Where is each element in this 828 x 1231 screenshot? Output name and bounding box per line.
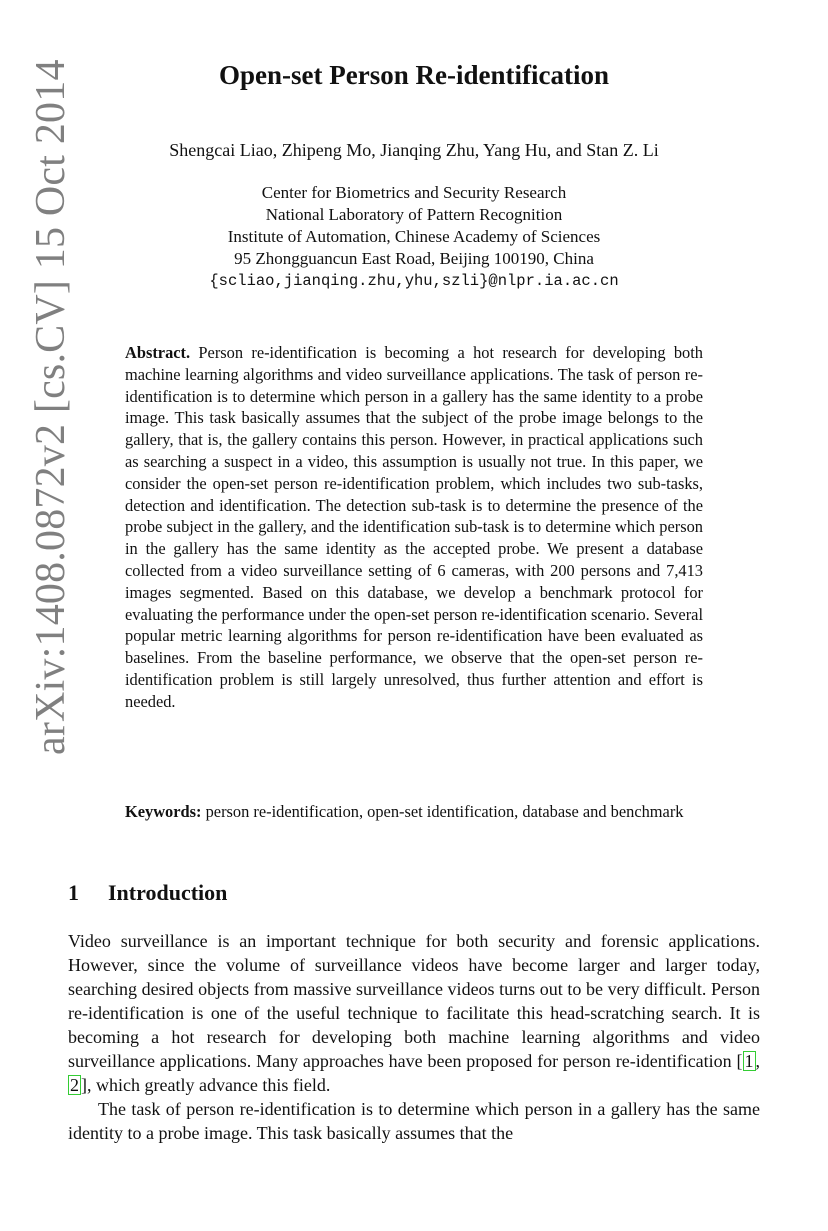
citation-link[interactable]: 2 — [70, 1075, 79, 1095]
abstract-label: Abstract. — [125, 343, 191, 362]
keywords-text: person re-identification, open-set identification, database and benchmark — [205, 802, 684, 821]
affiliation-line: Institute of Automation, Chinese Academy of Sciences — [227, 227, 601, 246]
citation-link[interactable]: 1 — [744, 1051, 754, 1071]
author-list: Shengcai Liao, Zhipeng Mo, Jianqing Zhu, Yang Hu, and Stan Z. Li — [169, 140, 659, 160]
affiliation-line: National Laboratory of Pattern Recognition — [265, 205, 563, 224]
intro-text: ], which greatly advance this field. — [81, 1075, 331, 1095]
introduction-body — [68, 929, 760, 1145]
author-email[interactable]: {scliao,jianqing.zhu,yhu,szli}@nlpr.ia.ac.cn — [209, 272, 619, 290]
keywords-label: Keywords: — [125, 802, 202, 821]
section-heading — [68, 880, 227, 906]
affiliation-line: 95 Zhongguancun East Road, Beijing 100190, China — [234, 249, 594, 268]
intro-paragraph-1 — [68, 929, 760, 1097]
intro-paragraph-2: The task of person re-identification is to determine which person in a gallery has the same identity to a probe image. This task basically assumes that the — [68, 1099, 760, 1143]
citation-separator: , — [755, 1051, 760, 1071]
affiliation-block — [0, 182, 828, 292]
section-title: Introduction — [108, 880, 228, 905]
arxiv-identifier: arXiv:1408.0872v2 [cs.CV] 15 Oct 2014 — [28, 59, 74, 755]
paper-title: Open-set Person Re-identification — [219, 60, 609, 90]
intro-text: Video surveillance is an important technique for both security and forensic applications. However, since the volume of surveillance videos have become larger and larger today, searching desired objects from massive surveillance videos turns out to be very difficult. Person re-identification is one of the useful technique to facilitate this head-scratching search. It is becoming a hot research for developing both machine learning algorithms and video surveillance applications. Many approaches have been proposed for person re-identification [ — [68, 931, 760, 1071]
abstract-text: Person re-identification is becoming a hot research for developing both machine learning algorithms and video surveillance applications. The task of person re-identification is to determine which person in a gallery has the same identity to a probe image. This task basically assumes that the subject of the probe image belongs to the gallery, that is, the gallery contains this person. However, in practical applications such as searching a suspect in a video, this assumption is usually not true. In this paper, we consider the open-set person re-identification problem, which includes two sub-tasks, detection and identification. The detection sub-task is to determine the presence of the probe subject in the gallery, and the identification sub-task is to determine which person in the gallery has the same identity as the accepted probe. We present a database collected from a video surveillance setting of 6 cameras, with 200 persons and 7,413 images segmented. Based on this database, we develop a benchmark protocol for evaluating the performance under the open-set person re-identification scenario. Several popular metric learning algorithms for person re-identification have been evaluated as baselines. From the baseline performance, we observe that the open-set person re-identification problem is still largely unresolved, thus further attention and effort is needed. — [125, 343, 703, 711]
abstract — [125, 342, 703, 713]
section-number: 1 — [68, 880, 79, 905]
keywords — [125, 801, 703, 823]
affiliation-line: Center for Biometrics and Security Research — [261, 183, 567, 202]
